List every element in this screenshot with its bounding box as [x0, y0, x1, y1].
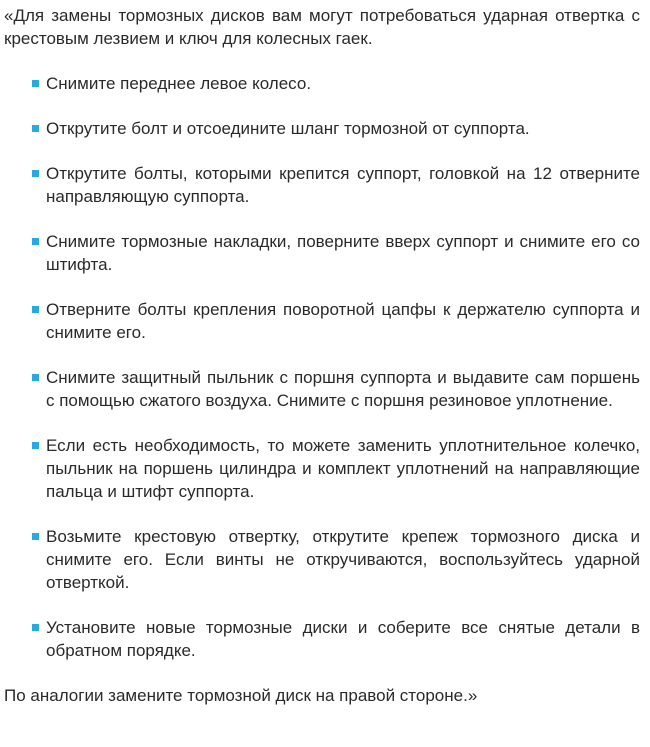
step-text: Если есть необходимость, то можете заменить уплотнительное колечко, пыльник на поршень цилиндра и комплект уплотнений на направляющие пальца и штифт суппорта.	[46, 436, 640, 501]
square-bullet-icon	[32, 374, 39, 381]
square-bullet-icon	[32, 533, 39, 540]
outro-paragraph: По аналогии замените тормозной диск на правой стороне.»	[4, 686, 478, 705]
square-bullet-icon	[32, 80, 39, 87]
intro-paragraph: «Для замены тормозных дисков вам могут потребоваться ударная отвертка с крестовым лезвием и ключ для колесных гаек.	[4, 6, 640, 48]
step-text: Установите новые тормозные диски и соберите все снятые детали в обратном порядке.	[46, 618, 640, 660]
steps-list	[4, 72, 640, 662]
list-item	[4, 616, 640, 662]
step-text: Открутите болты, которыми крепится суппорт, головкой на 12 отверните направляющую суппорта.	[46, 164, 640, 206]
list-item	[4, 162, 640, 208]
square-bullet-icon	[32, 442, 39, 449]
list-item	[4, 366, 640, 412]
step-text: Возьмите крестовую отвертку, открутите крепеж тормозного диска и снимите его. Если винты не откручиваются, воспользуйтесь ударной отверткой.	[46, 527, 640, 592]
step-text: Снимите тормозные накладки, поверните вверх суппорт и снимите его со штифта.	[46, 232, 640, 274]
list-item	[4, 434, 640, 503]
step-text: Открутите болт и отсоедините шланг тормозной от суппорта.	[46, 119, 530, 138]
step-text: Отверните болты крепления поворотной цапфы к держателю суппорта и снимите его.	[46, 300, 640, 342]
square-bullet-icon	[32, 170, 39, 177]
step-text: Снимите защитный пыльник с поршня суппорта и выдавите сам поршень с помощью сжатого воздуха. Снимите с поршня резиновое уплотнение.	[46, 368, 640, 410]
square-bullet-icon	[32, 306, 39, 313]
list-item	[4, 525, 640, 594]
square-bullet-icon	[32, 624, 39, 631]
list-item	[4, 230, 640, 276]
list-item	[4, 72, 640, 95]
square-bullet-icon	[32, 125, 39, 132]
square-bullet-icon	[32, 238, 39, 245]
step-text: Снимите переднее левое колесо.	[46, 74, 312, 93]
list-item	[4, 117, 640, 140]
list-item	[4, 298, 640, 344]
